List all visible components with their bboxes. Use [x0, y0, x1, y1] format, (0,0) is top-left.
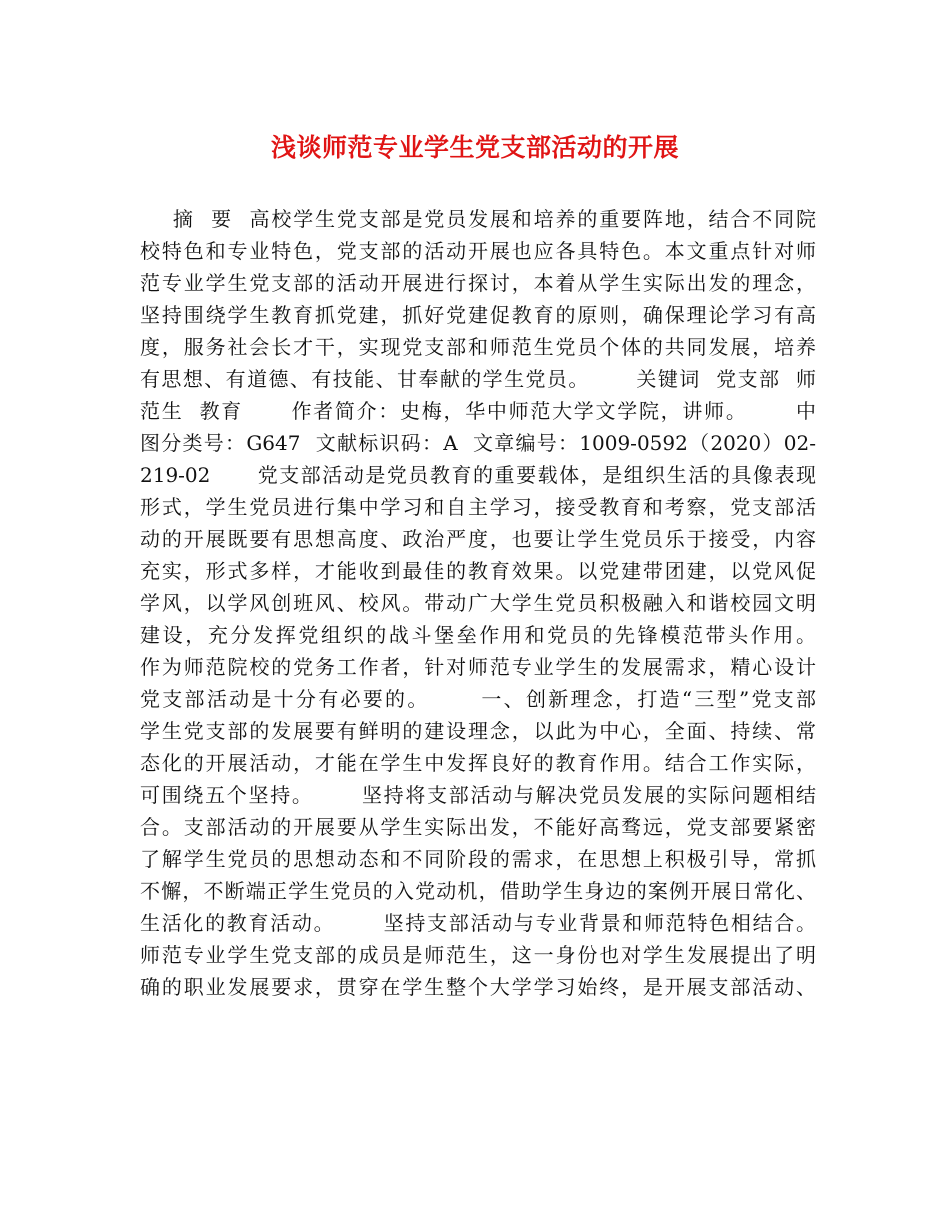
body-text-line: 态化的开展活动，才能在学生中发挥良好的教育作用。结合工作实际，: [140, 751, 816, 775]
document-body: [140, 203, 816, 1003]
body-text-line: 充实，形式多样，才能收到最佳的教育效果。以党建带团建，以党风促: [140, 559, 816, 583]
body-text-line: 不懈，不断端正学生党员的入党动机，借助学生身边的案例开展日常化、: [140, 879, 816, 903]
body-text-line: 有思想、有道德、有技能、甘奉献的学生党员。 关键词 党支部 师: [140, 367, 816, 391]
body-text-line: 校特色和专业特色，党支部的活动开展也应各具特色。本文重点针对师: [140, 239, 816, 263]
body-text-line: 作为师范院校的党务工作者，针对师范专业学生的发展需求，精心设计: [140, 655, 816, 679]
document-title: 浅谈师范专业学生党支部活动的开展: [270, 133, 679, 162]
body-text-line: 范生 教育 作者简介：史梅，华中师范大学文学院，讲师。 中: [140, 399, 816, 423]
body-text-line: 219-02 党支部活动是党员教育的重要载体，是组织生活的具像表现: [140, 463, 816, 487]
body-text-line: 学生党支部的发展要有鲜明的建设理念，以此为中心，全面、持续、常: [140, 719, 816, 743]
body-text-line: 形式，学生党员进行集中学习和自主学习，接受教育和考察，党支部活: [140, 495, 816, 519]
body-text-line: 确的职业发展要求，贯穿在学生整个大学学习始终，是开展支部活动、: [140, 975, 816, 999]
body-text-line: 生活化的教育活动。 坚持支部活动与专业背景和师范特色相结合。: [140, 911, 816, 935]
body-text-line: 党支部活动是十分有必要的。 一、创新理念，打造“三型”党支部: [140, 687, 816, 711]
body-text-line: 合。支部活动的开展要从学生实际出发，不能好高骛远，党支部要紧密: [140, 815, 816, 839]
body-text-line: 动的开展既要有思想高度、政治严度，也要让学生党员乐于接受，内容: [140, 527, 816, 551]
body-text-line: 可围绕五个坚持。 坚持将支部活动与解决党员发展的实际问题相结: [140, 783, 816, 807]
body-text-line: 建设，充分发挥党组织的战斗堡垒作用和党员的先锋模范带头作用。: [140, 623, 816, 647]
body-text-line: 了解学生党员的思想动态和不同阶段的需求，在思想上积极引导，常抓: [140, 847, 816, 871]
body-text-line: 师范专业学生党支部的成员是师范生，这一身份也对学生发展提出了明: [140, 943, 816, 967]
body-text-line: 摘 要 高校学生党支部是党员发展和培养的重要阵地，结合不同院: [140, 207, 816, 231]
body-text-line: 度，服务社会长才干，实现党支部和师范生党员个体的共同发展，培养: [140, 335, 816, 359]
body-text-line: 图分类号：G647 文献标识码：A 文章编号：1009-0592（2020）02-: [140, 431, 816, 455]
body-text-line: 坚持围绕学生教育抓党建，抓好党建促教育的原则，确保理论学习有高: [140, 303, 816, 327]
body-text-line: 范专业学生党支部的活动开展进行探讨，本着从学生实际出发的理念，: [140, 271, 816, 295]
body-text-line: 学风，以学风创班风、校风。带动广大学生党员积极融入和谐校园文明: [140, 591, 816, 615]
